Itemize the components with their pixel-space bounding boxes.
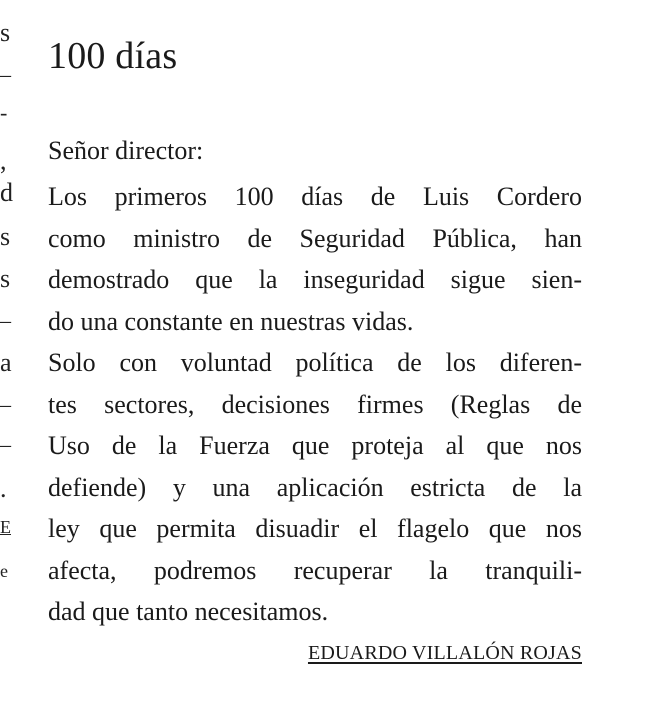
- column-fragment: -: [0, 100, 8, 125]
- column-fragment: .: [0, 474, 7, 503]
- salutation: Señor director:: [48, 136, 204, 165]
- text-line: defiende) y una aplicación estricta de la: [48, 472, 582, 502]
- text-line: Uso de la Fuerza que proteja al que nos: [48, 431, 582, 460]
- column-fragment: ,: [0, 146, 7, 175]
- column-fragment: e: [0, 561, 8, 581]
- text-line: ley que permita disuadir el flagelo que nos: [48, 514, 582, 543]
- letter-to-editor: [48, 30, 582, 664]
- column-fragment: s: [0, 222, 11, 251]
- text-line: do una constante en nuestras vidas.: [48, 306, 414, 336]
- text-line: afecta, podremos recuperar la tranquili-: [48, 555, 582, 585]
- text-line: Los primeros 100 días de Luis Cordero: [48, 182, 582, 211]
- column-fragment: E: [0, 517, 11, 537]
- column-fragment: s: [0, 18, 11, 47]
- column-fragment: _: [0, 54, 11, 79]
- paragraph: [48, 342, 582, 633]
- author-signature: EDUARDO VILLALÓN ROJAS: [307, 642, 582, 664]
- column-fragment: s: [0, 264, 11, 293]
- letter-body: [48, 176, 582, 633]
- column-fragment: _: [0, 384, 11, 409]
- text-line: como ministro de Seguridad Pública, han: [48, 223, 582, 253]
- paragraph: [48, 176, 582, 342]
- text-line: demostrado que la inseguridad sigue sien-: [48, 265, 582, 294]
- previous-column-fragment: [0, 0, 20, 714]
- text-line: Solo con voluntad política de los diferen-: [48, 348, 582, 377]
- text-line: dad que tanto necesitamos.: [48, 597, 329, 626]
- letter-title: 100 días: [48, 35, 178, 77]
- column-fragment: a: [0, 348, 12, 377]
- text-line: tes sectores, decisiones firmes (Reglas de: [48, 389, 582, 419]
- column-fragment: d: [0, 178, 13, 207]
- column-fragment: _: [0, 300, 11, 325]
- column-fragment: _: [0, 424, 11, 449]
